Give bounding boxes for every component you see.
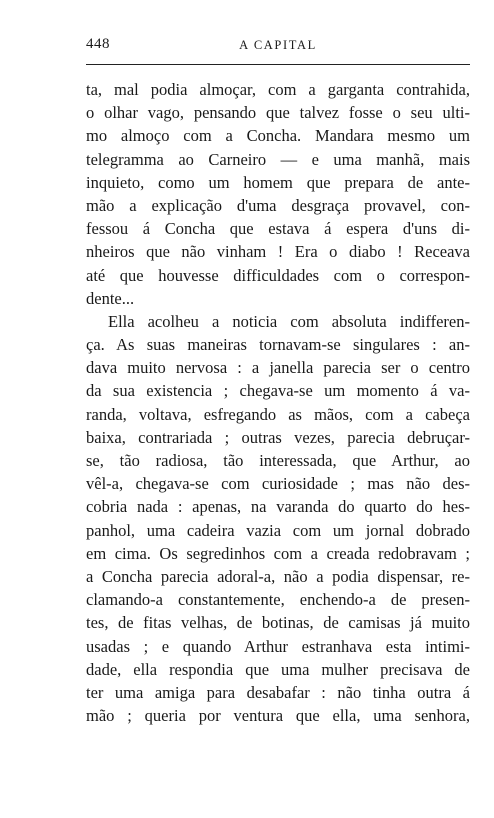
text-line: mão a explicação d'uma desgraça provavel, con-: [86, 195, 470, 215]
header-rule: [86, 64, 470, 65]
text-line: Ella acolheu a noticia com absoluta indifferen-: [108, 311, 470, 331]
page-header: [86, 36, 470, 58]
text-line: até que houvesse difficuldades com o correspon-: [86, 265, 470, 285]
text-line: se, tão radiosa, tão interessada, que Arthur, ao: [86, 451, 470, 470]
text-line: fessou á Concha que estava á espera d'uns di-: [86, 219, 470, 239]
text-line: randa, voltava, esfregando as mãos, com a cabeça: [86, 404, 470, 424]
text-line: em cima. Os segredinhos com a creada redobravam ;: [86, 543, 470, 563]
body-text: [86, 78, 470, 727]
text-line: baixa, contrariada ; outras vezes, parecia debruçar-: [86, 427, 470, 447]
text-line: vêl-a, chegava-se com curiosidade ; mas não des-: [86, 474, 470, 494]
text-line: ter uma amiga para desabafar : não tinha outra á: [86, 682, 470, 702]
text-line: mo almoço com a Concha. Mandara mesmo um: [86, 126, 470, 146]
text-line: tes, de fitas velhas, de botinas, de camisas já muito: [86, 613, 470, 633]
text-line: dente...: [86, 288, 135, 308]
text-line: dava muito nervosa : a janella parecia ser o centro: [86, 358, 470, 378]
running-title: A CAPITAL: [239, 38, 317, 52]
text-line: inquieto, como um homem que prepara de ante-: [86, 172, 470, 192]
text-line: mão ; queria por ventura que ella, uma senhora,: [86, 706, 470, 726]
text-line: cobria nada : apenas, na varanda do quarto do hes-: [86, 497, 470, 517]
text-line: dade, ella respondia que uma mulher precisava de: [86, 659, 470, 679]
text-line: clamando-a constantemente, enchendo-a de presen-: [86, 590, 470, 610]
text-line: ta, mal podia almoçar, com a garganta contrahida,: [86, 80, 470, 99]
page-number: 448: [86, 36, 110, 52]
text-line: usadas ; e quando Arthur estranhava esta intimi-: [86, 636, 470, 656]
text-line: nheiros que não vinham ! Era o diabo ! Receava: [86, 242, 470, 262]
text-line: ça. As suas maneiras tornavam-se singulares : an-: [86, 335, 470, 355]
text-line: da sua existencia ; chegava-se um momento á va-: [86, 381, 470, 401]
text-line: telegramma ao Carneiro — e uma manhã, mais: [86, 149, 470, 169]
text-line: a Concha parecia adoral-a, não a podia dispensar, re-: [86, 566, 470, 586]
text-line: o olhar vago, pensando que talvez fosse o seu ulti-: [86, 103, 470, 123]
text-line: panhol, uma cadeira vazia com um jornal dobrado: [86, 520, 470, 540]
